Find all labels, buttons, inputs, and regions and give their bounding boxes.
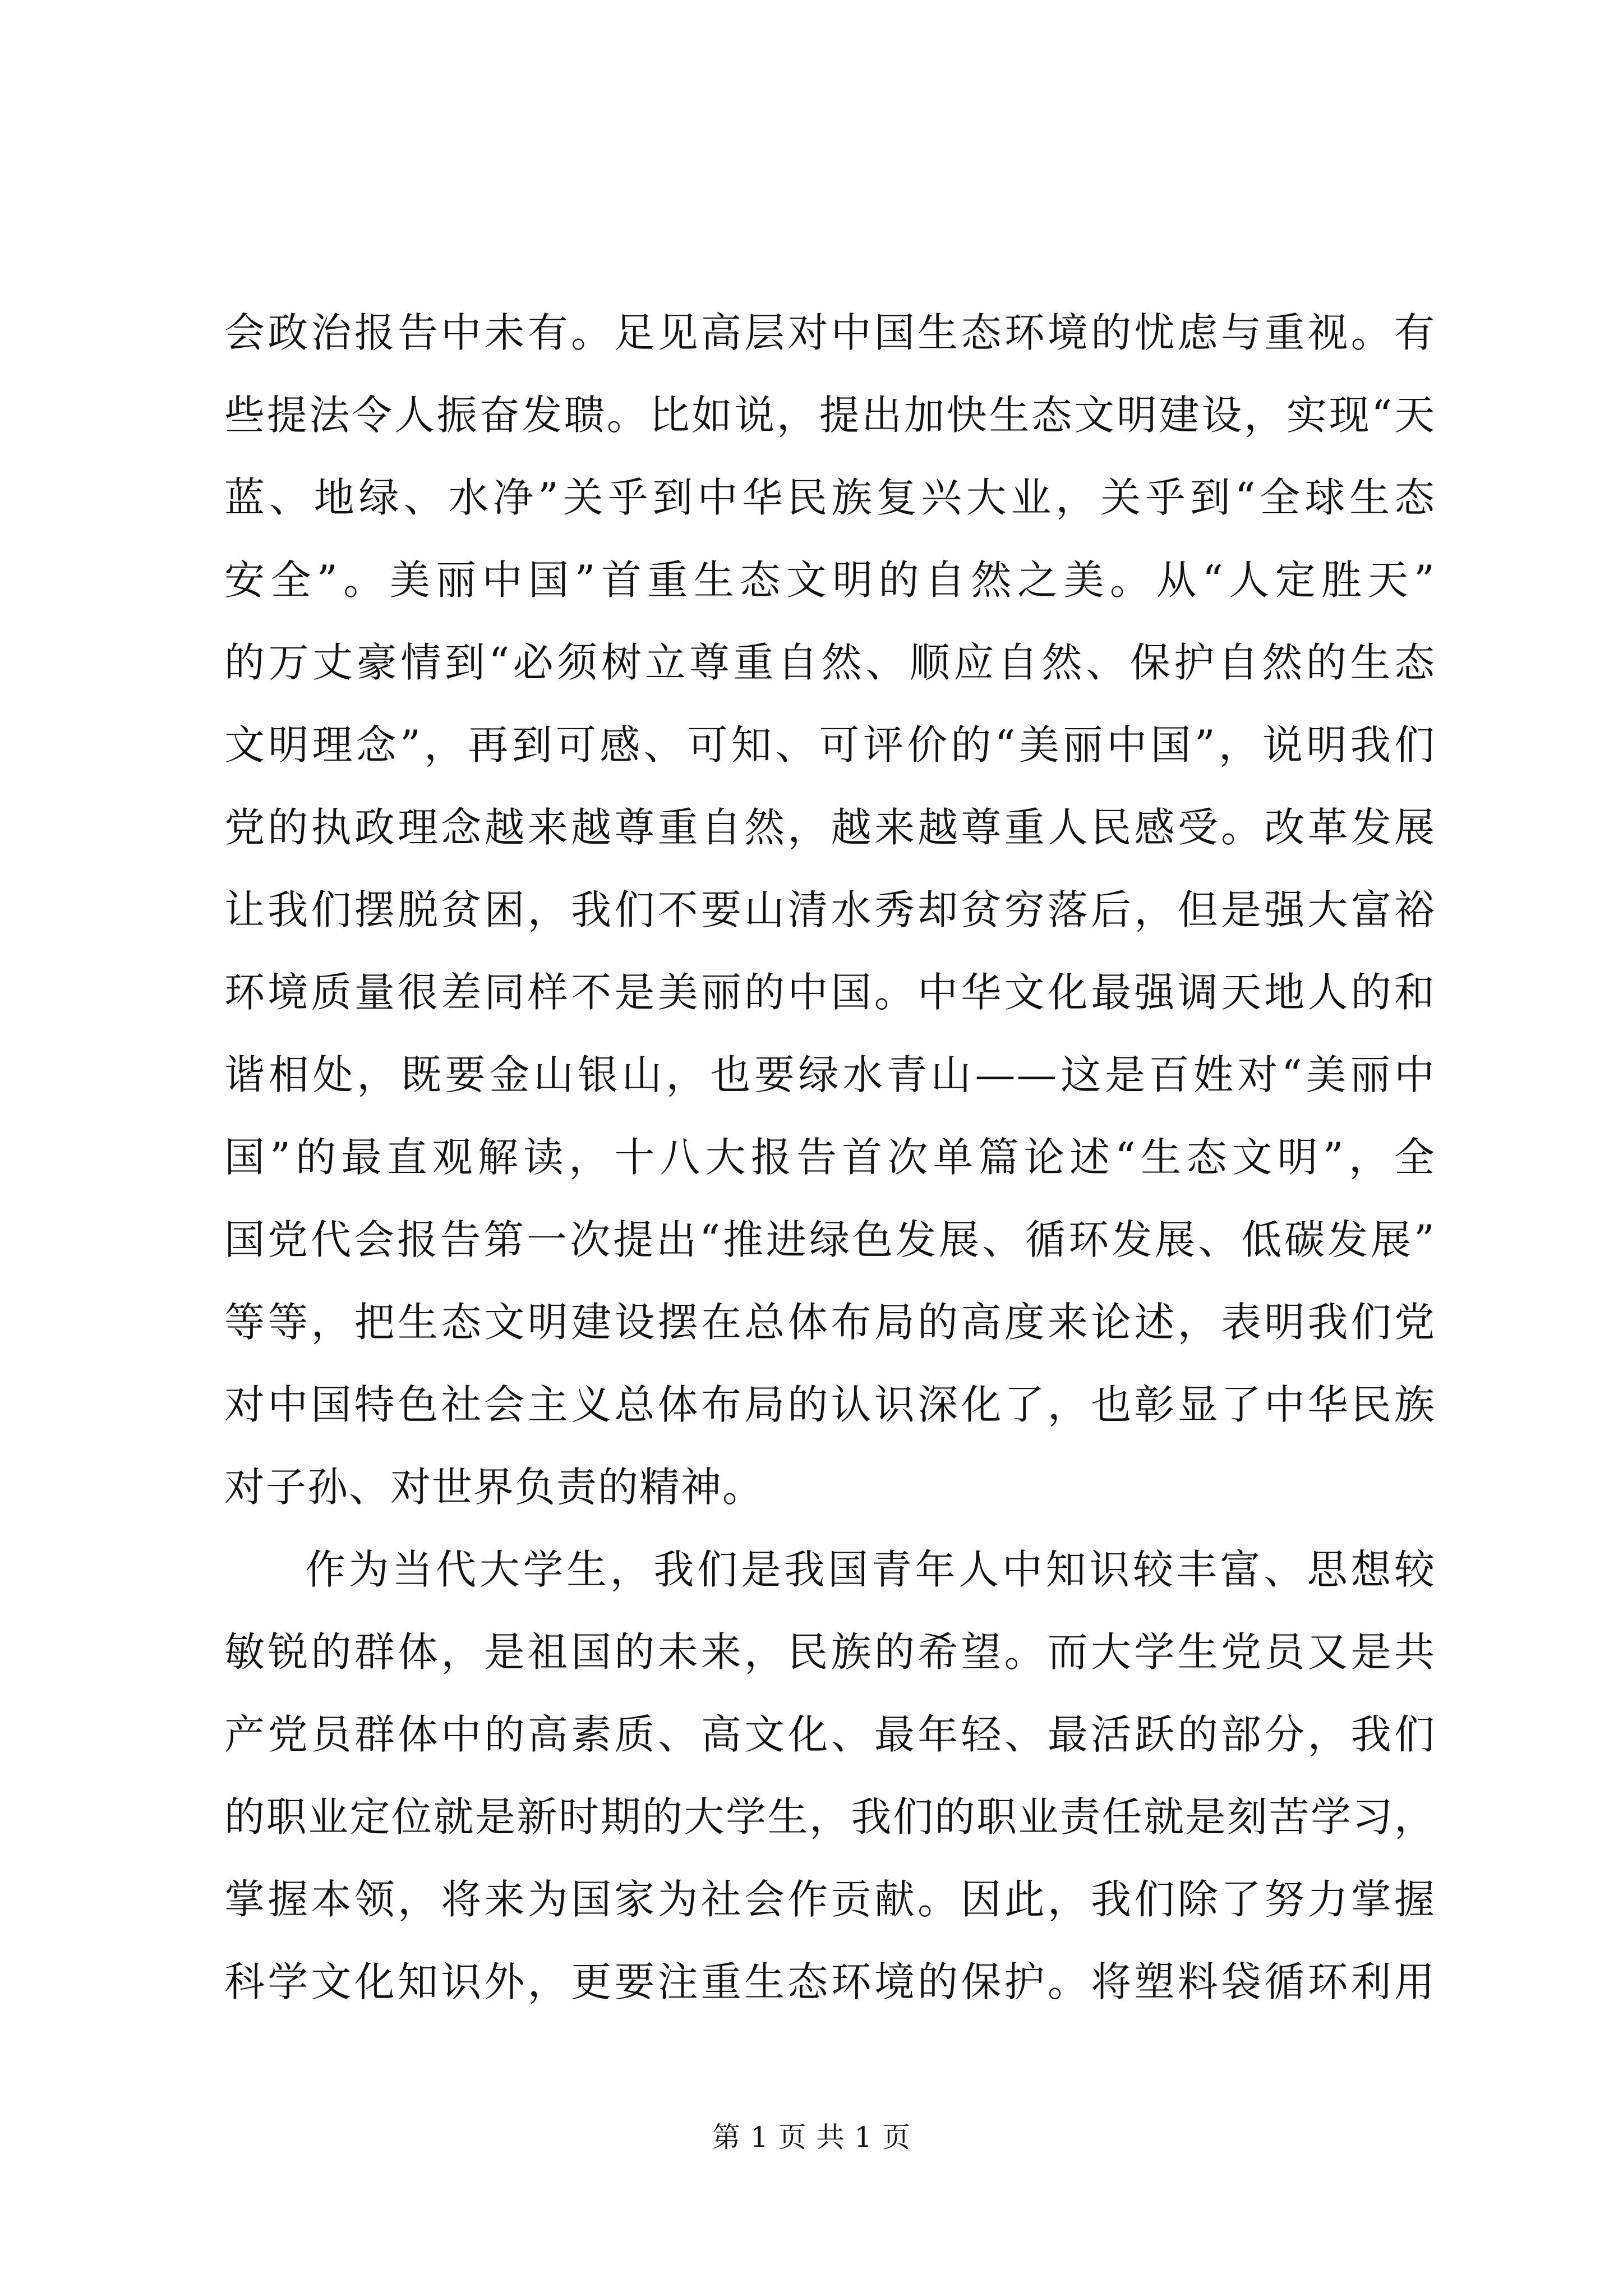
text-line: 会政治报告中未有。足见高层对中国生态环境的忧虑与重视。有: [224, 309, 1436, 356]
text-line: 环境质量很差同样不是美丽的中国。中华文化最强调天地人的和: [224, 969, 1436, 1016]
text-line: 谐相处，既要金山银山，也要绿水青山——这是百姓对“美丽中: [224, 1051, 1436, 1098]
text-line: 蓝、地绿、水净”关乎到中华民族复兴大业，关乎到“全球生态: [224, 474, 1436, 521]
text-line: 让我们摆脱贫困，我们不要山清水秀却贫穷落后，但是强大富裕: [224, 886, 1436, 933]
paragraph-start-line: 作为当代大学生，我们是我国青年人中知识较丰富、思想较: [305, 1546, 1436, 1593]
text-line: 些提法令人振奋发聩。比如说，提出加快生态文明建设，实现“天: [224, 392, 1436, 439]
text-line: 文明理念”，再到可感、可知、可评价的“美丽中国”，说明我们: [224, 721, 1436, 769]
text-line: 安全”。美丽中国”首重生态文明的自然之美。从“人定胜天”: [224, 556, 1436, 604]
text-line: 对中国特色社会主义总体布局的认识深化了，也彰显了中华民族: [224, 1381, 1436, 1428]
text-line: 掌握本领，将来为国家为社会作贡献。因此，我们除了努力掌握: [224, 1876, 1436, 1923]
text-line: 国”的最直观解读，十八大报告首次单篇论述“生态文明”，全: [224, 1134, 1436, 1181]
text-line: 敏锐的群体，是祖国的未来，民族的希望。而大学生党员又是共: [224, 1628, 1436, 1676]
text-line: 的万丈豪情到“必须树立尊重自然、顺应自然、保护自然的生态: [224, 639, 1436, 686]
page-number-footer: 第 1 页 共 1 页: [712, 2121, 911, 2154]
text-line: 党的执政理念越来越尊重自然，越来越尊重人民感受。改革发展: [224, 804, 1436, 851]
text-line: 的职业定位就是新时期的大学生，我们的职业责任就是刻苦学习，: [224, 1793, 1436, 1841]
text-line: 国党代会报告第一次提出“推进绿色发展、循环发展、低碳发展”: [224, 1216, 1436, 1263]
paragraph-end-line: 对子孙、对世界负责的精神。: [224, 1464, 764, 1511]
text-line: 等等，把生态文明建设摆在总体布局的高度来论述，表明我们党: [224, 1299, 1436, 1346]
text-line: 科学文化知识外，更要注重生态环境的保护。将塑料袋循环利用: [224, 1958, 1436, 2005]
document-body: [224, 292, 1436, 2023]
text-line: 产党员群体中的高素质、高文化、最年轻、最活跃的部分，我们: [224, 1711, 1436, 1758]
